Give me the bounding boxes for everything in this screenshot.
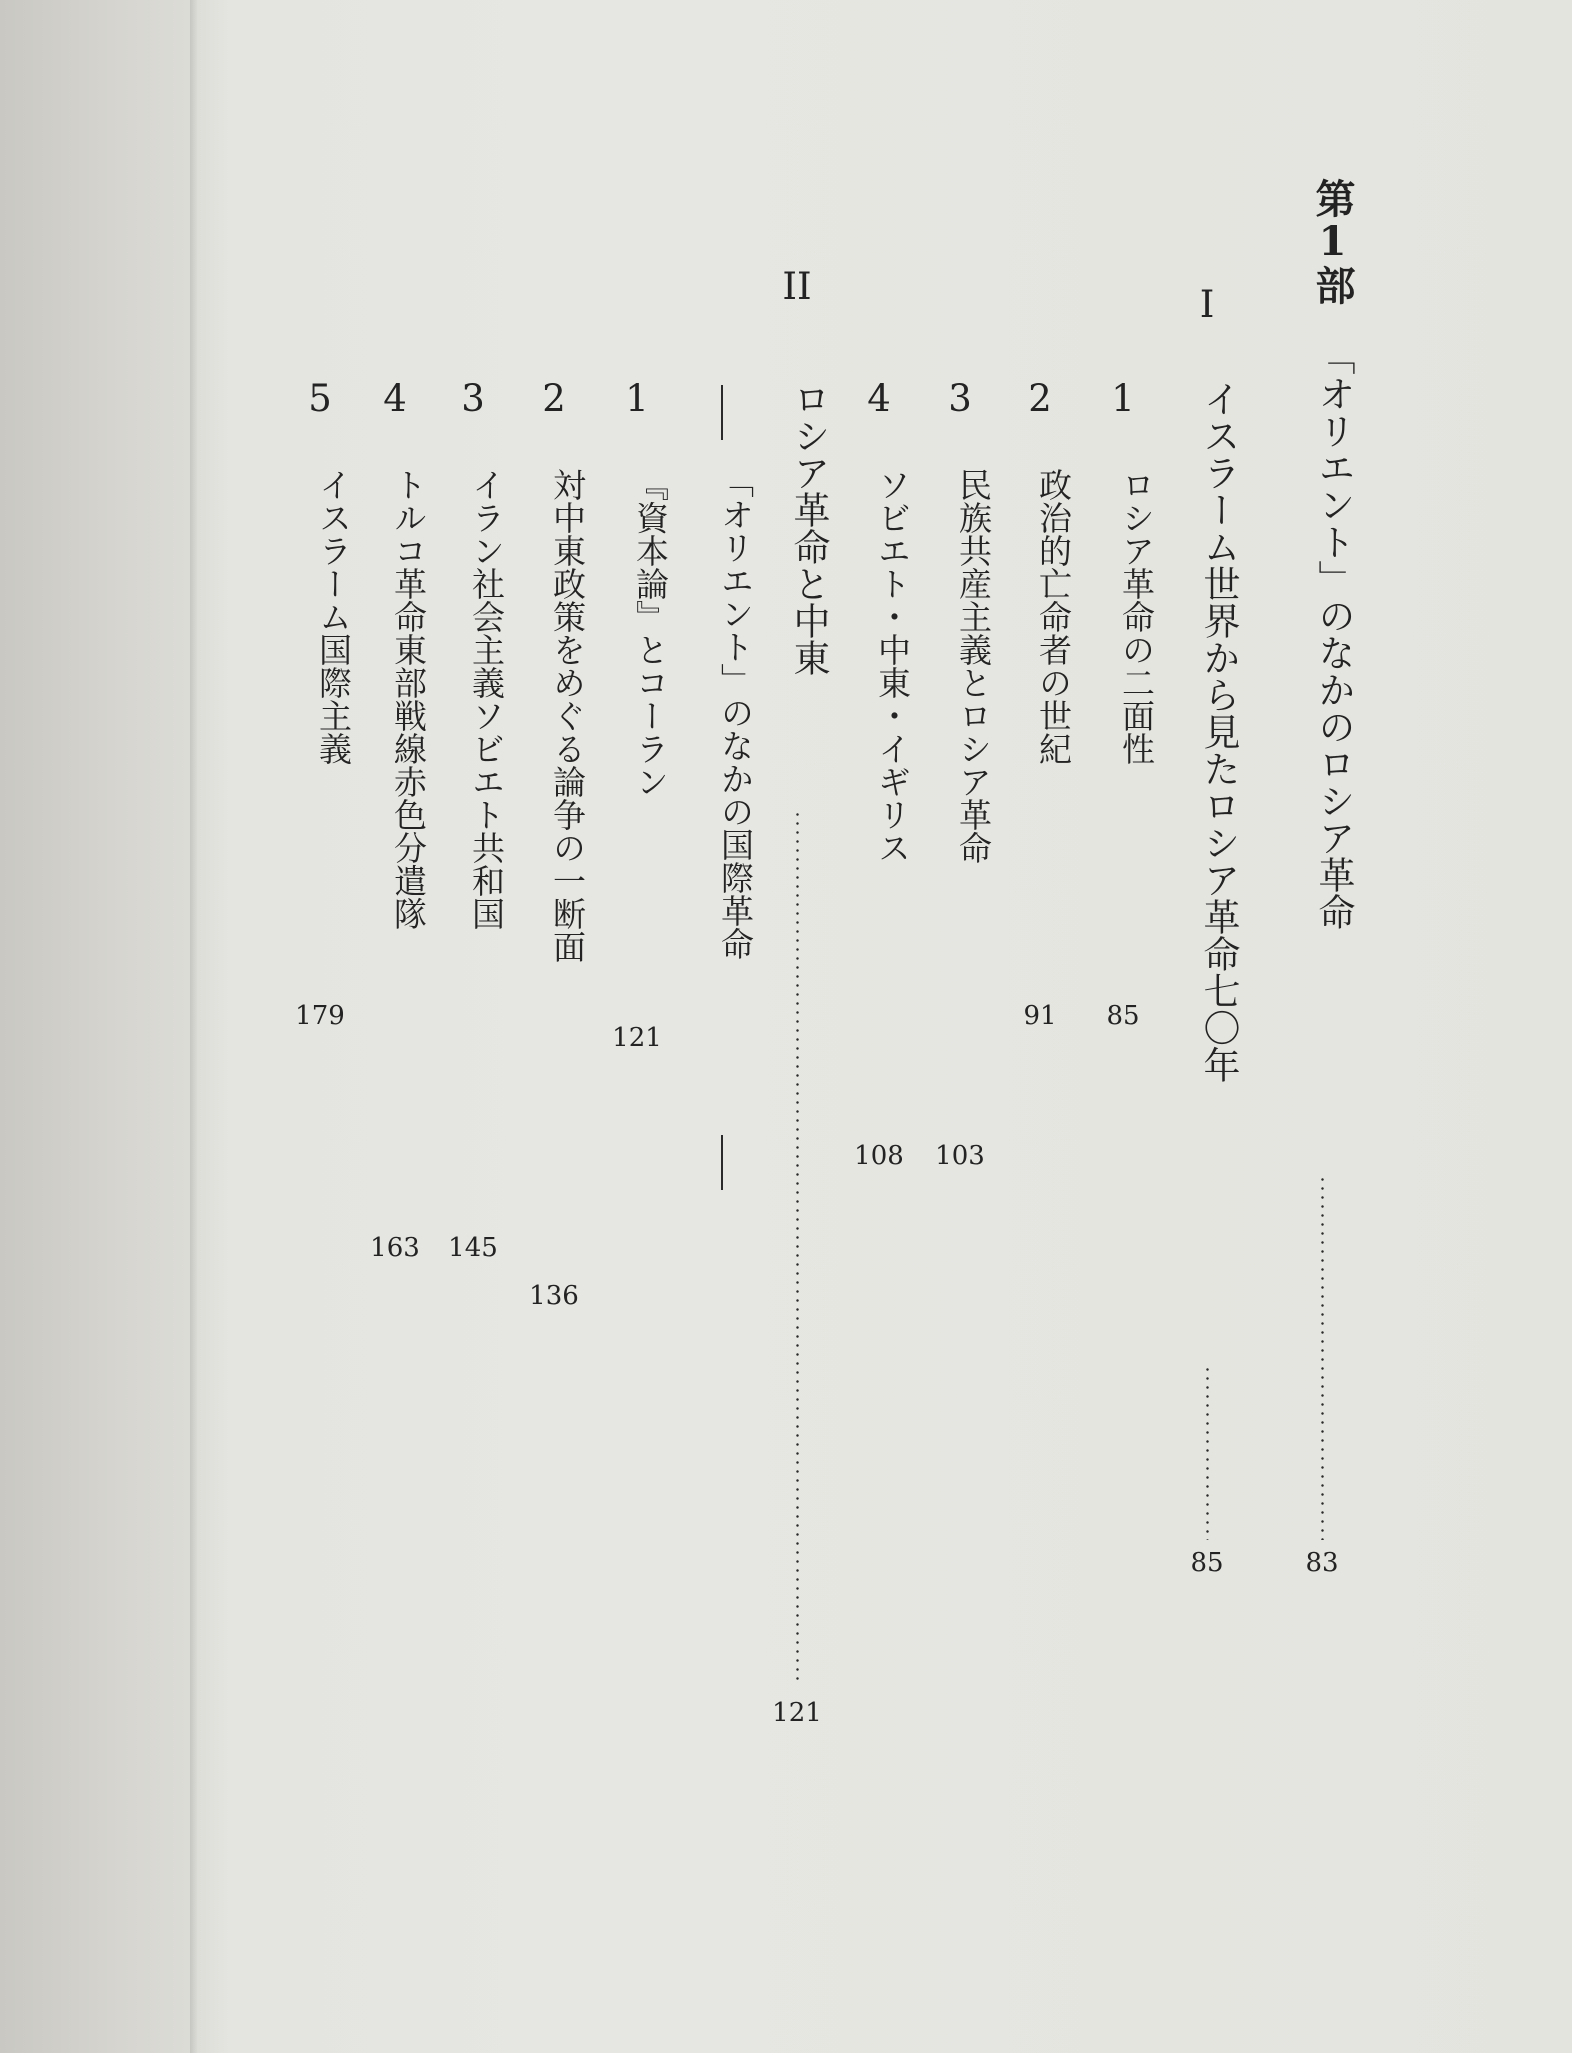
section-2-page: 121 [772, 1698, 822, 1728]
part-page: 83 [1305, 1548, 1339, 1578]
item-page: 108 [854, 1141, 904, 1171]
section-2-item [443, 0, 506, 2053]
leader-dots [1206, 1365, 1209, 1540]
item-number: 2 [1028, 377, 1052, 420]
item-title: 『資本論』とコーラン [631, 468, 670, 798]
item-page: 145 [448, 1233, 498, 1263]
section-1-item [849, 0, 912, 2053]
item-number: 5 [308, 377, 332, 420]
item-title: ソビエト・中東・イギリス [873, 468, 912, 864]
section-1-title: イスラーム世界から見たロシア革命七〇年 [1197, 380, 1240, 1083]
section-1-item [930, 0, 993, 2053]
page-gutter-shadow [190, 0, 198, 2053]
section-2-numeral: II [782, 265, 812, 308]
item-title: ロシア革命の二面性 [1117, 468, 1156, 765]
item-number: 3 [461, 377, 485, 420]
item-page: 91 [1023, 1001, 1057, 1031]
item-number: 1 [1111, 377, 1135, 420]
part-label: 第1部 [1309, 178, 1356, 305]
item-page: 103 [935, 1141, 985, 1171]
leader-dots [796, 810, 799, 1685]
item-page: 179 [295, 1001, 345, 1031]
part-title: 「オリエント」のなかのロシア革命 [1312, 338, 1355, 930]
dash-rule [721, 1135, 723, 1190]
item-page: 121 [612, 1023, 662, 1053]
item-number: 4 [383, 377, 407, 420]
section-2-subtitle: 「オリエント」のなかの国際革命 [716, 465, 755, 960]
dash-rule [721, 385, 723, 440]
item-page: 163 [370, 1233, 420, 1263]
section-2-item [607, 0, 670, 2053]
part-heading-column [1292, 0, 1356, 2053]
section-2-item [524, 0, 587, 2053]
section-2-subtitle-column [692, 0, 755, 2053]
leader-dots [1321, 1175, 1324, 1540]
item-title: 民族共産主義とロシア革命 [954, 468, 993, 864]
section-1-page: 85 [1190, 1548, 1224, 1578]
item-title: トルコ革命東部戦線赤色分遣隊 [389, 468, 428, 930]
section-1-item [1093, 0, 1156, 2053]
item-number: 2 [542, 377, 566, 420]
item-number: 4 [867, 377, 891, 420]
section-2-item [290, 0, 353, 2053]
item-page: 85 [1106, 1001, 1140, 1031]
section-2-title: ロシア革命と中東 [787, 380, 830, 676]
item-number: 1 [625, 377, 649, 420]
item-title: 対中東政策をめぐる論争の一断面 [548, 468, 587, 963]
section-1-item [1010, 0, 1073, 2053]
item-title: イラン社会主義ソビエト共和国 [467, 468, 506, 930]
section-2-item [365, 0, 428, 2053]
section-2-heading-column [767, 0, 830, 2053]
section-1-numeral: I [1199, 283, 1215, 326]
item-page: 136 [529, 1281, 579, 1311]
item-title: イスラーム国際主義 [314, 468, 353, 765]
item-title: 政治的亡命者の世紀 [1034, 468, 1073, 765]
item-number: 3 [948, 377, 972, 420]
section-1-heading-column [1177, 0, 1240, 2053]
